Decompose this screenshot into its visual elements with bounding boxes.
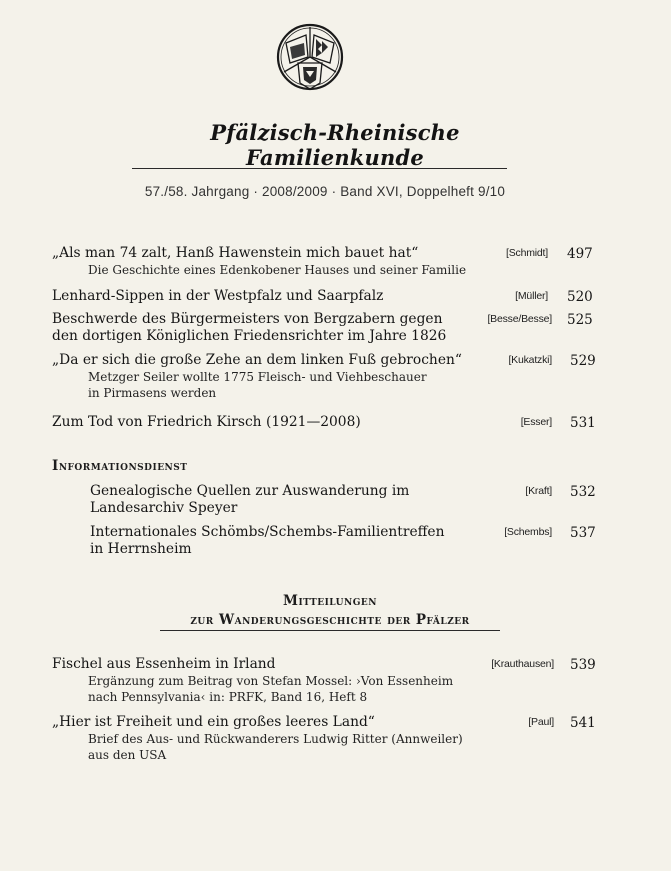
entry-page: 541 [570,715,596,731]
header-divider [132,168,507,169]
entry-title: Fischel aus Essenheim in Irland [52,656,276,672]
entry-title: „Als man 74 zalt, Hanß Hawenstein mich bauet hat“ [52,245,419,261]
entry-author: [Kukatzki] [508,354,552,366]
entry-subtitle: Metzger Seiler wollte 1775 Fleisch- und Viehbeschauer [88,370,427,384]
entry-page: 532 [570,484,596,500]
entry-author: [Krauthausen] [491,658,554,670]
journal-title: Pfälzisch-Rheinische Familienkunde [210,120,460,170]
entry-page: 529 [570,353,596,369]
entry-title: Genealogische Quellen zur Auswanderung im [90,483,410,499]
entry-title: „Hier ist Freiheit und ein großes leeres Land“ [52,714,375,730]
entry-title: Lenhard-Sippen in der Westpfalz und Saarpfalz [52,288,384,304]
entry-subtitle: Brief des Aus- und Rückwanderers Ludwig Ritter (Annweiler) [88,732,463,746]
entry-page: 537 [570,525,596,541]
entry-title-line2: Landesarchiv Speyer [90,500,238,516]
entry-author: [Schmidt] [506,247,548,259]
entry-page: 539 [570,657,596,673]
section-heading-informationsdienst: Informationsdienst [52,458,188,474]
entry-title-line2: in Herrnsheim [90,541,192,557]
entry-subtitle: nach Pennsylvania‹ in: PRFK, Band 16, Heft 8 [88,690,368,704]
entry-page: 525 [567,312,593,328]
toc-entry[interactable] [90,483,510,517]
entry-page: 520 [567,289,593,305]
entry-title: Zum Tod von Friedrich Kirsch (1921—2008) [52,414,361,430]
entry-title-line2: den dortigen Königlichen Friedensrichter im Jahre 1826 [52,328,447,344]
section-heading-mitteilungen: Mitteilungen [283,593,377,609]
entry-page: 531 [570,415,596,431]
entry-author: [Kraft] [525,485,552,497]
entry-author: [Esser] [520,416,552,428]
entry-subtitle: aus den USA [88,748,167,762]
entry-author: [Paul] [528,716,554,728]
heraldic-emblem-icon [276,17,344,105]
entry-subtitle: Die Geschichte eines Edenkobener Hauses und seiner Familie [88,263,467,277]
section-subheading-wanderungsgeschichte: zur Wanderungsgeschichte der Pfälzer [190,612,470,628]
section-divider [160,630,500,631]
entry-subtitle: in Pirmasens werden [88,386,217,400]
entry-subtitle: Ergänzung zum Beitrag von Stefan Mossel: ›Von Essenheim [88,674,454,688]
entry-author: [Schembs] [504,526,552,538]
entry-title: Beschwerde des Bürgermeisters von Bergzabern gegen [52,311,443,327]
entry-title: „Da er sich die große Zehe an dem linken Fuß gebrochen“ [52,352,462,368]
toc-entry[interactable] [90,524,510,558]
entry-title: Internationales Schömbs/Schembs-Familientreffen [90,524,445,540]
entry-author: [Müller] [515,290,548,302]
entry-author: [Besse/Besse] [487,313,552,325]
issue-info: 57./58. Jahrgang · 2008/2009 · Band XVI, Doppelheft 9/10 [144,184,506,199]
entry-page: 497 [567,246,593,262]
